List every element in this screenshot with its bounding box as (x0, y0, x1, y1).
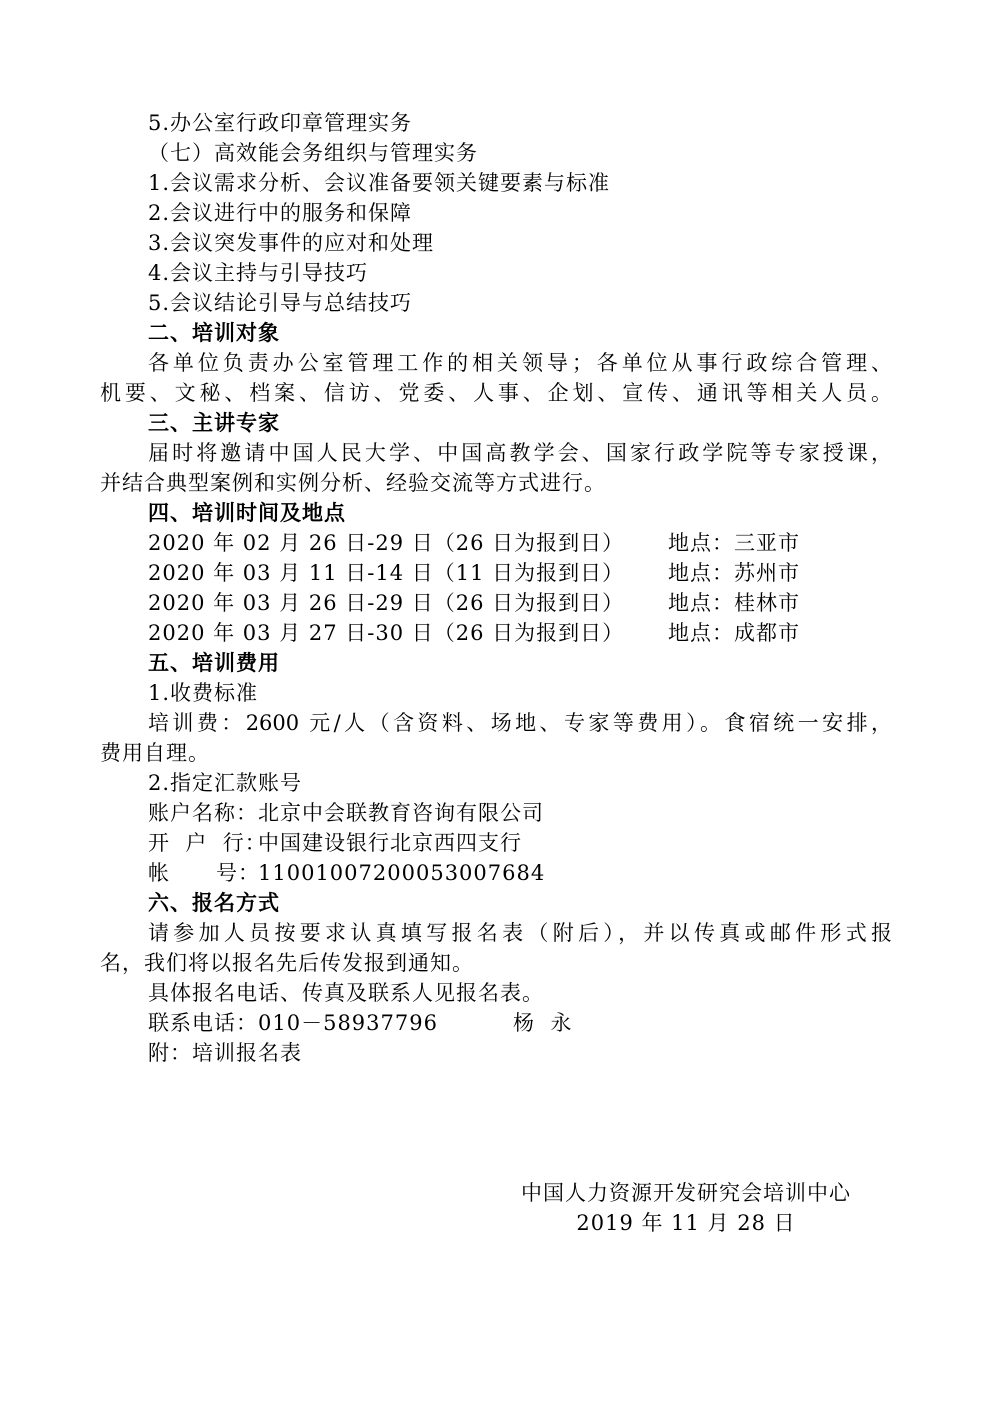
sub-heading: 2.指定汇款账号 (148, 771, 303, 795)
paragraph-line: 机要、文秘、档案、信访、党委、人事、企划、宣传、通讯等相关人员。 (100, 381, 892, 405)
schedule-row (148, 588, 800, 618)
schedule-date: 2020 年 03 月 11 日-14 日（11 日为报到日） (148, 561, 625, 585)
contact-person: 杨 永 (513, 1011, 573, 1035)
bank-row (148, 828, 522, 858)
account-name-label: 账户名称： (148, 801, 258, 825)
list-item: 5.会议结论引导与总结技巧 (148, 291, 413, 315)
schedule-row (148, 618, 800, 648)
account-number-row (148, 858, 545, 888)
section-heading: 五、培训费用 (148, 650, 280, 675)
section-heading: （七）高效能会务组织与管理实务 (148, 141, 478, 165)
list-item: 2.会议进行中的服务和保障 (148, 201, 413, 225)
paragraph-line: 费用自理。 (100, 741, 210, 765)
section-heading: 四、培训时间及地点 (148, 500, 346, 525)
paragraph-line: 具体报名电话、传真及联系人见报名表。 (148, 981, 544, 1005)
list-item: 4.会议主持与引导技巧 (148, 261, 369, 285)
attachment-note: 附：培训报名表 (148, 1041, 302, 1065)
schedule-place: 地点：苏州市 (668, 561, 800, 585)
schedule-place: 地点：成都市 (668, 621, 800, 645)
list-item: 5.办公室行政印章管理实务 (148, 111, 413, 135)
schedule-date: 2020 年 03 月 26 日-29 日（26 日为报到日） (148, 591, 625, 615)
signature-date: 2019 年 11 月 28 日 (576, 1211, 796, 1235)
schedule-place: 地点：三亚市 (668, 531, 800, 555)
contact-phone: 联系电话：010－58937796 (148, 1011, 438, 1035)
sub-heading: 1.收费标准 (148, 681, 259, 705)
paragraph-line: 名，我们将以报名先后传发报到通知。 (100, 951, 474, 975)
signature-org: 中国人力资源开发研究会培训中心 (521, 1181, 851, 1205)
account-number-label: 帐 号： (148, 861, 261, 885)
bank-label: 开 户 行： (148, 831, 267, 855)
paragraph-line: 培训费：2600 元/人（含资料、场地、专家等费用）。食宿统一安排， (148, 711, 892, 735)
list-item: 3.会议突发事件的应对和处理 (148, 231, 435, 255)
section-heading: 二、培训对象 (148, 320, 280, 345)
paragraph-line: 请参加人员按要求认真填写报名表（附后），并以传真或邮件形式报 (148, 921, 892, 945)
list-item: 1.会议需求分析、会议准备要领关键要素与标准 (148, 171, 611, 195)
schedule-row (148, 558, 800, 588)
section-heading: 六、报名方式 (148, 890, 280, 915)
account-number-value: 11001007200053007684 (258, 861, 546, 885)
paragraph-line: 届时将邀请中国人民大学、中国高教学会、国家行政学院等专家授课， (148, 441, 892, 465)
schedule-date: 2020 年 02 月 26 日-29 日（26 日为报到日） (148, 531, 625, 555)
schedule-place: 地点：桂林市 (668, 591, 800, 615)
section-heading: 三、主讲专家 (148, 410, 280, 435)
bank-value: 中国建设银行北京西四支行 (258, 831, 522, 855)
paragraph-line: 各单位负责办公室管理工作的相关领导；各单位从事行政综合管理、 (148, 351, 892, 375)
schedule-row (148, 528, 800, 558)
contact-row (148, 1008, 572, 1038)
account-name-row (148, 798, 544, 828)
account-name-value: 北京中会联教育咨询有限公司 (258, 801, 544, 825)
schedule-date: 2020 年 03 月 27 日-30 日（26 日为报到日） (148, 621, 625, 645)
paragraph-line: 并结合典型案例和实例分析、经验交流等方式进行。 (100, 471, 606, 495)
